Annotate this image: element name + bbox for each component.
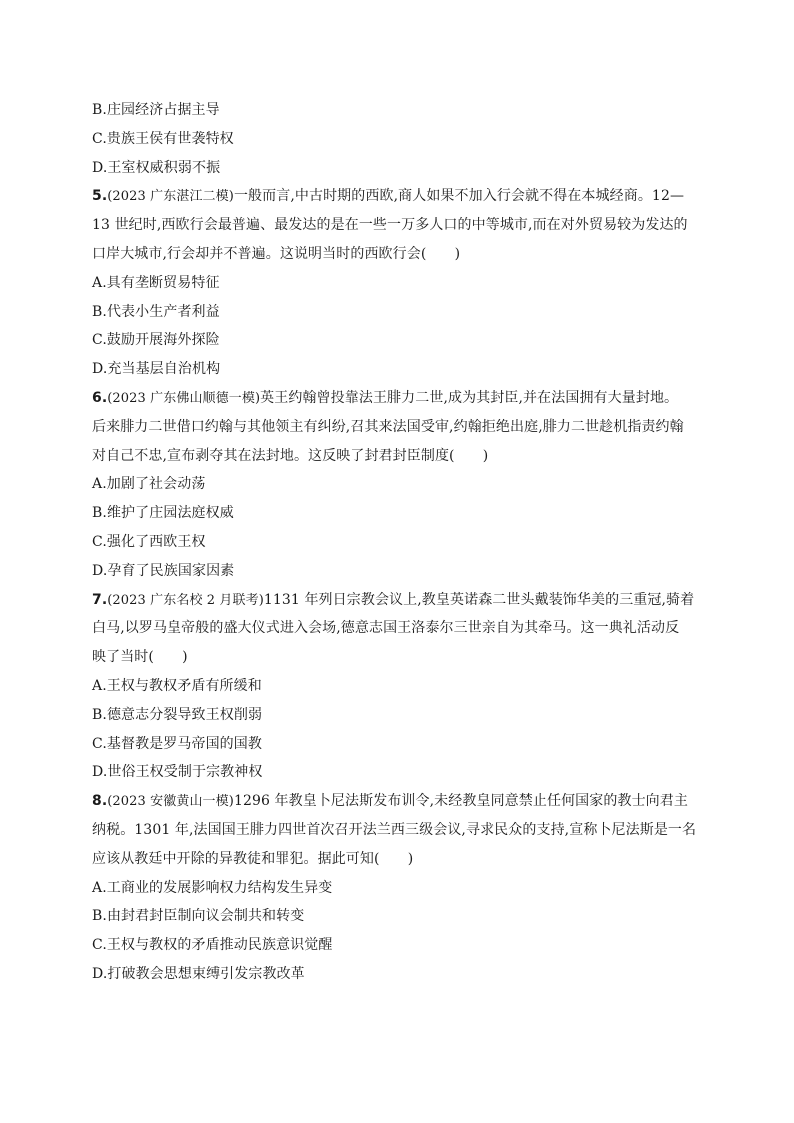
q6-stem-text-1: 英王约翰曾投靠法王腓力二世,成为其封臣,并在法国拥有大量封地。 [260,389,679,406]
q8-stem-line-3: 应该从教廷中开除的异教徒和罪犯。据此可知( ) [92,850,414,867]
q6-option-d: D.孕育了民族国家因素 [92,562,235,579]
q5-option-b: B.代表小生产者利益 [92,303,220,320]
q7-option-c: C.基督教是罗马帝国的国教 [92,735,262,752]
q6-stem-line-3: 对自己不忠,宣布剥夺其在法封地。这反映了封君封臣制度( ) [92,447,489,464]
q5-number: 5. [92,188,108,205]
q8-stem-line-2: 纳税。1301 年,法国国王腓力四世首次召开法兰西三级会议,寻求民众的支持,宣称卜尼法斯是一名 [92,821,697,838]
q7-stem-line-2: 白马,以罗马皇帝般的盛大仪式进入会场,德意志国王洛泰尔三世亲自为其牵马。这一典礼活动反 [92,620,680,637]
q5-stem-line-2: 13 世纪时,西欧行会最普遍、最发达的是在一些一万多人口的中等城市,而在对外贸易较为发达的 [92,217,688,234]
q8-option-a: A.工商业的发展影响权力结构发生异变 [92,879,333,896]
q7-stem-text-1: 1131 年列日宗教会议上,教皇英诺森二世头戴装饰华美的三重冠,骑着 [263,591,695,608]
q6-stem-line-1 [92,384,722,413]
q7-number: 7. [92,591,108,608]
q7-stem-line-1 [92,586,722,615]
q7-stem-line-3: 映了当时( ) [92,649,188,666]
q8-option-c: C.王权与教权的矛盾推动民族意识觉醒 [92,937,333,954]
q7-option-a: A.王权与教权矛盾有所缓和 [92,677,262,694]
q4-option-b: B.庄园经济占据主导 [92,102,220,118]
q5-source: (2023 广东湛江二模) [107,189,234,205]
q6-number: 6. [92,389,108,406]
q5-stem-line-3: 口岸大城市,行会却并不普遍。这说明当时的西欧行会( ) [92,245,461,262]
q6-source: (2023 广东佛山顺德一模) [107,390,261,406]
q4-option-c: C.贵族王侯有世袭特权 [92,130,234,147]
q8-stem-text-1: 1296 年教皇卜尼法斯发布训令,未经教皇同意禁止任何国家的教士向君主 [233,793,688,810]
q6-option-c: C.强化了西欧王权 [92,533,206,550]
q5-option-c: C.鼓励开展海外探险 [92,332,220,349]
q8-stem-line-1 [92,787,722,816]
q6-stem-line-2: 后来腓力二世借口约翰与其他领主有纠纷,召其来法国受审,约翰拒绝出庭,腓力二世趁机指责约翰 [92,418,684,435]
q6-option-a: A.加剧了社会动荡 [92,476,206,493]
q8-option-b: B.由封君封臣制向议会制共和转变 [92,908,305,925]
q5-option-a: A.具有垄断贸易特征 [92,274,220,291]
q4-option-d: D.王室权威积弱不振 [92,159,221,176]
q7-option-d: D.世俗王权受制于宗教神权 [92,764,263,781]
q5-stem-text-1: 一般而言,中古时期的西欧,商人如果不加入行会就不得在本城经商。12— [233,188,685,205]
q7-option-b: B.德意志分裂导致王权削弱 [92,706,263,723]
document-page [92,96,722,989]
q8-number: 8. [92,793,108,810]
q8-source: (2023 安徽黄山一模) [107,794,234,810]
q7-source: (2023 广东名校 2 月联考) [107,592,264,608]
q8-option-d: D.打破教会思想束缚引发宗教改革 [92,965,305,982]
q5-option-d: D.充当基层自治机构 [92,361,221,378]
q5-stem-line-1 [92,182,722,211]
q6-option-b: B.维护了庄园法庭权威 [92,505,234,522]
